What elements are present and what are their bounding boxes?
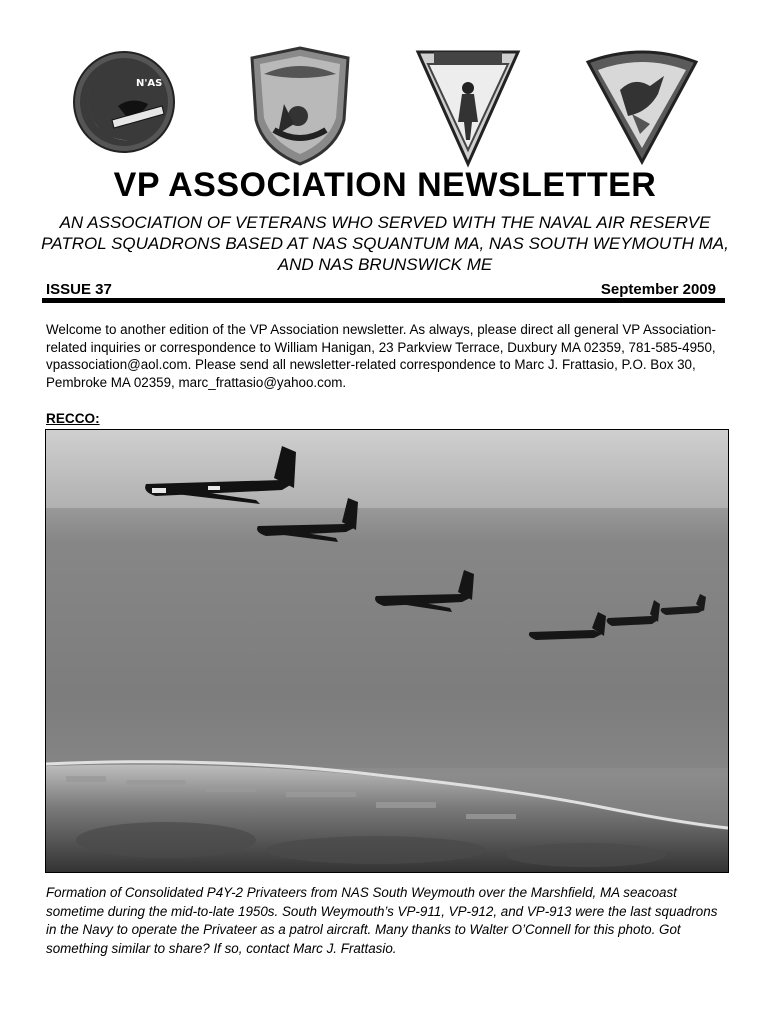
- intro-paragraph: Welcome to another edition of the VP Association newsletter. As always, please direct all general VP Association-related inquiries or correspondence to William Hanigan, 23 Parkview Terrace, Duxbury MA 02359, 781-585-4950, vpassociation@aol.com. Please send all newsletter-related correspondence to Marc J. Frattasio, P.O. Box 30, Pembroke MA 02359, marc_frattasio@yahoo.com.: [46, 322, 716, 390]
- nas-squantum-emblem: [72, 50, 176, 154]
- privateer-formation-photo: [45, 429, 729, 873]
- usnas-south-weymouth-emblem: [244, 44, 356, 168]
- header-divider: [42, 298, 725, 303]
- issue-date: September 2009: [600, 281, 716, 298]
- section-heading: RECCO:: [46, 411, 100, 426]
- nas-brunswick-emblem: [580, 48, 704, 166]
- emblem-text: N'AS: [136, 78, 163, 89]
- defender-of-freedom-emblem: [412, 44, 524, 168]
- emblem-row: [60, 44, 720, 169]
- newsletter-subtitle: AN ASSOCIATION OF VETERANS WHO SERVED WITH THE NAVAL AIR RESERVE PATROL SQUADRONS BASED AT NAS SQUANTUM MA, NAS SOUTH WEYMOUTH MA, AND NAS BRUNSWICK ME: [41, 213, 729, 274]
- newsletter-title: VP ASSOCIATION NEWSLETTER: [113, 166, 657, 204]
- photo-caption: Formation of Consolidated P4Y-2 Privateers from NAS South Weymouth over the Marshfield, MA seacoast sometime during the mid-to-late 1950s. South Weymouth’s VP-911, VP-912, and VP-913 were the last squadrons in the Navy to operate the Privateer as a patrol aircraft. Many thanks to Walter O’Connell for this photo. Got something similar to share? If so, contact Marc J. Frattasio.: [46, 885, 718, 956]
- issue-number: ISSUE 37: [46, 281, 112, 298]
